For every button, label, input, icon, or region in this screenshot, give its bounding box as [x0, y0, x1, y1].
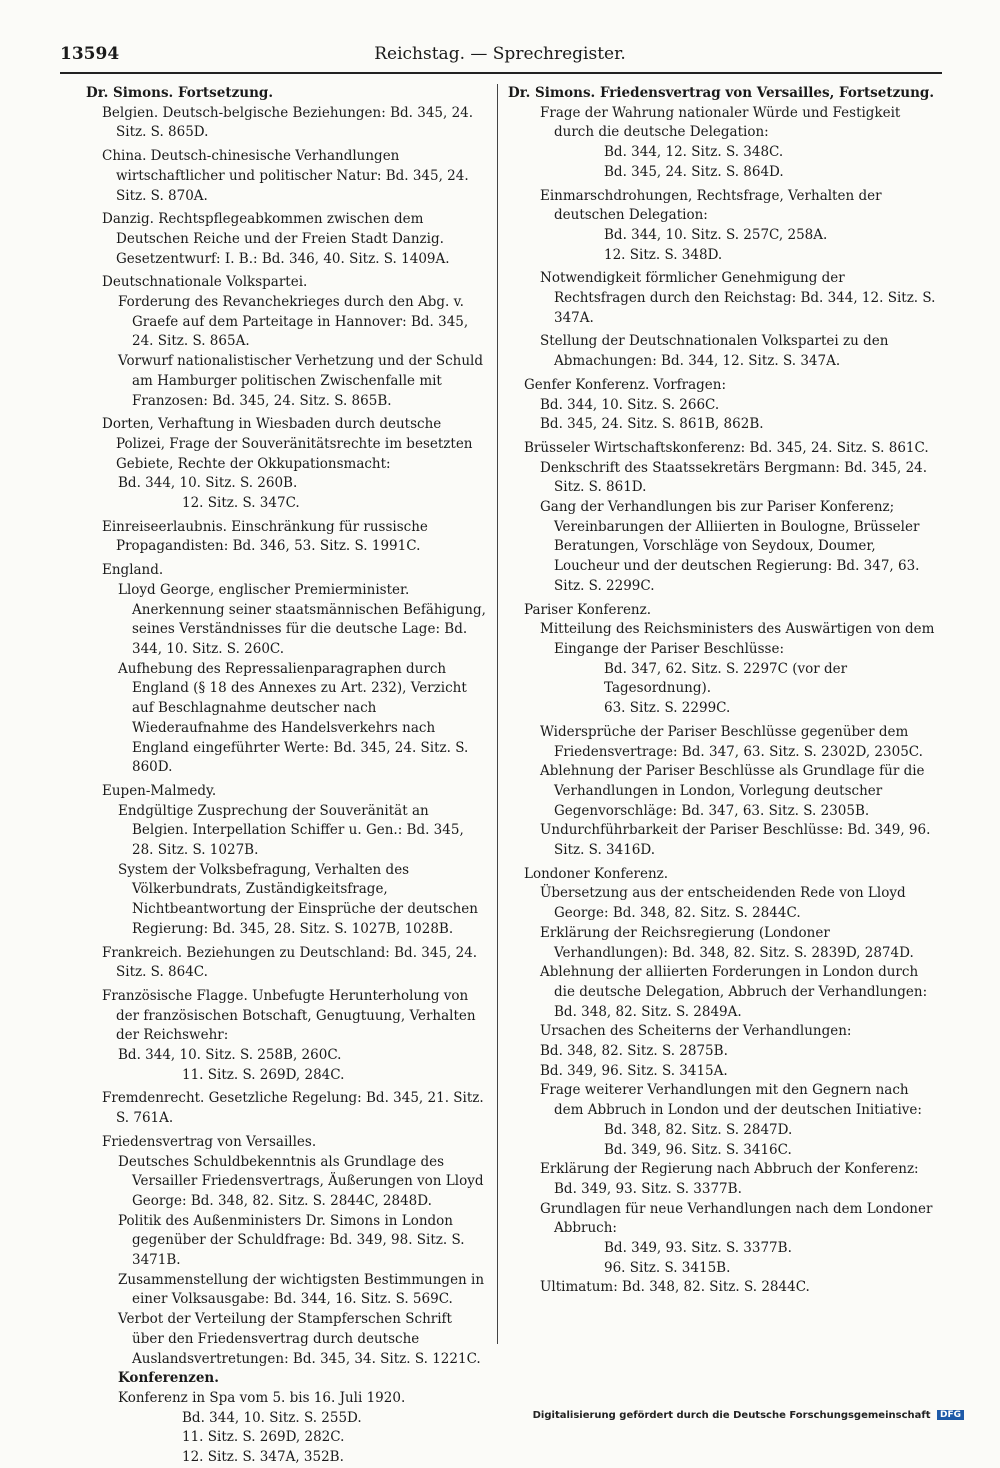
index-entry: Belgien. Deutsch-belgische Beziehungen: Bd. 345, 24. Sitz. S. 865D. — [102, 104, 474, 141]
index-entry: Bd. 348, 82. Sitz. S. 2847D. — [604, 1121, 793, 1138]
index-entry: Bd. 344, 12. Sitz. S. 348C. — [604, 144, 784, 161]
index-entry: Frankreich. Beziehungen zu Deutschland: Bd. 345, 24. Sitz. S. 864C. — [102, 944, 478, 981]
index-entry: Dorten, Verhaftung in Wiesbaden durch deutsche Polizei, Frage der Souveränitätsrechte im besetzten Gebiete, Rechte der Okkupationsmacht: — [102, 416, 473, 472]
index-entry: Frage weiterer Verhandlungen mit den Gegnern nach dem Abbruch in London und der deutschen Initiative: — [540, 1082, 922, 1119]
index-entry: Grundlagen für neue Verhandlungen nach dem Londoner Abbruch: — [540, 1200, 933, 1237]
index-entry: Bd. 345, 24. Sitz. S. 861B, 862B. — [540, 416, 764, 433]
index-entry: Verbot der Verteilung der Stampferschen Schrift über den Friedensvertrag durch deutsche Auslandsvertretungen: Bd. 345, 34. Sitz. S. 1221C. — [118, 1311, 481, 1367]
index-entry: Danzig. Rechtspflegeabkommen zwischen dem Deutschen Reiche und der Freien Stadt Danzig. Gesetzentwurf: I. B.: Bd. 346, 40. Sitz. S. 1409A. — [102, 211, 450, 267]
index-entry: Friedensvertrag von Versailles. — [102, 1133, 317, 1150]
index-entry: Bd. 344, 10. Sitz. S. 260B. — [118, 475, 298, 492]
index-entry: Konferenz in Spa vom 5. bis 16. Juli 1920. — [118, 1390, 406, 1406]
index-entry: 12. Sitz. S. 347A, 352B. — [182, 1449, 344, 1466]
right-column — [508, 84, 940, 1298]
index-entry: Bd. 349, 96. Sitz. S. 3416C. — [604, 1141, 792, 1158]
index-entry: Bd. 348, 82. Sitz. S. 2875B. — [540, 1043, 728, 1060]
index-entry: Übersetzung aus der entscheidenden Rede von Lloyd George: Bd. 348, 82. Sitz. S. 2844C. — [540, 885, 906, 922]
index-entry: Brüsseler Wirtschaftskonferenz: Bd. 345, 24. Sitz. S. 861C. — [524, 439, 929, 456]
index-entry: Ursachen des Scheiterns der Verhandlungen: — [540, 1023, 852, 1040]
index-entry: 11. Sitz. S. 269D, 284C. — [182, 1066, 345, 1083]
index-entry: Notwendigkeit förmlicher Genehmigung der Rechtsfragen durch den Reichstag: Bd. 344, 12. Sitz. S. 347A. — [540, 270, 936, 326]
running-title: Reichstag. — Sprechregister. — [374, 44, 626, 64]
index-entry: Bd. 347, 62. Sitz. S. 2297C (vor der Tagesordnung). — [604, 660, 848, 697]
index-entry: Aufhebung des Repressalienparagraphen durch England (§ 18 des Annexes zu Art. 232), Verzicht auf Beschlagnahme deutscher nach Wiederaufnahme des Handelsverkehrs nach England eingeführter Werte: Bd. 345, 24. Sitz. S. 860D. — [118, 660, 469, 776]
index-entry: 11. Sitz. S. 269D, 282C. — [182, 1429, 345, 1446]
index-entry: Denkschrift des Staatssekretärs Bergmann: Bd. 345, 24. Sitz. S. 861D. — [540, 459, 928, 496]
index-entry: Bd. 349, 96. Sitz. S. 3415A. — [540, 1062, 728, 1079]
column-divider — [497, 84, 498, 1344]
index-entry: 12. Sitz. S. 348D. — [604, 246, 723, 263]
dfg-logo: DFG — [937, 1410, 964, 1420]
index-entry: China. Deutsch-chinesische Verhandlungen wirtschaftlicher und politischer Natur: Bd. 345, 24. Sitz. S. 870A. — [102, 148, 469, 204]
index-entry: Konferenzen. — [118, 1370, 219, 1387]
index-entry: Undurchführbarkeit der Pariser Beschlüsse: Bd. 349, 96. Sitz. S. 3416D. — [540, 822, 931, 859]
index-entry: Forderung des Revanchekrieges durch den Abg. v. Graefe auf dem Parteitage in Hannover: Bd. 345, 24. Sitz. S. 865A. — [118, 294, 469, 350]
index-entry: Ablehnung der Pariser Beschlüsse als Grundlage für die Verhandlungen in London, Vorlegung deutscher Gegenvorschläge: Bd. 347, 63. Sitz. S. 2305B. — [540, 763, 925, 819]
index-entry: 12. Sitz. S. 347C. — [182, 495, 300, 512]
index-entry: Bd. 344, 10. Sitz. S. 266C. — [540, 396, 720, 413]
page-number: 13594 — [60, 44, 120, 64]
index-entry: 63. Sitz. S. 2299C. — [604, 700, 731, 717]
index-entry: 96. Sitz. S. 3415B. — [604, 1259, 731, 1276]
index-entry: Pariser Konferenz. — [524, 601, 652, 618]
index-entry: Mitteilung des Reichsministers des Auswärtigen von dem Eingange der Pariser Beschlüsse: — [540, 621, 935, 657]
index-entry: Deutsches Schuldbekenntnis als Grundlage des Versailler Friedensvertrags, Äußerungen von Lloyd George: Bd. 348, 82. Sitz. S. 2844C, 2848D. — [118, 1153, 484, 1209]
index-entry: Frage der Wahrung nationaler Würde und Festigkeit durch die deutsche Delegation: — [540, 104, 901, 141]
footer — [533, 1410, 964, 1421]
index-entry: Stellung der Deutschnationalen Volkspartei zu den Abmachungen: Bd. 344, 12. Sitz. S. 347A. — [540, 333, 889, 370]
index-entry: Widersprüche der Pariser Beschlüsse gegenüber dem Friedensvertrage: Bd. 347, 63. Sitz. S. 2302D, 2305C. — [540, 723, 923, 760]
index-entry: Vorwurf nationalistischer Verhetzung und der Schuld am Hamburger politischen Zwischenfalle mit Franzosen: Bd. 345, 24. Sitz. S. 865B. — [118, 353, 484, 409]
header-rule — [60, 72, 942, 74]
index-entry: Bd. 344, 10. Sitz. S. 255D. — [182, 1409, 362, 1426]
index-entry: Zusammenstellung der wichtigsten Bestimmungen in einer Volksausgabe: Bd. 344, 16. Sitz. S. 569C. — [118, 1271, 485, 1308]
index-entry: Bd. 345, 24. Sitz. S. 864D. — [604, 163, 784, 180]
page-header — [60, 44, 940, 74]
index-entry: Ablehnung der alliierten Forderungen in London durch die deutsche Delegation, Abbruch der Verhandlungen: Bd. 348, 82. Sitz. S. 2849A. — [540, 964, 928, 1020]
index-entry: Fremdenrecht. Gesetzliche Regelung: Bd. 345, 21. Sitz. S. 761A. — [102, 1090, 484, 1127]
index-entry: Politik des Außenministers Dr. Simons in London gegenüber der Schuldfrage: Bd. 349, 98. Sitz. S. 3471B. — [118, 1212, 465, 1269]
index-entry: Londoner Konferenz. — [524, 865, 669, 882]
index-entry: Eupen-Malmedy. — [102, 782, 217, 799]
index-entry: Bd. 344, 10. Sitz. S. 258B, 260C. — [118, 1047, 342, 1064]
index-entry: Bd. 344, 10. Sitz. S. 257C, 258A. — [604, 226, 828, 243]
footer-credit: Digitalisierung gefördert durch die Deutsche Forschungsgemeinschaft — [532, 1410, 931, 1421]
index-entry: Genfer Konferenz. Vorfragen: — [524, 376, 727, 393]
index-entry: Einreiseerlaubnis. Einschränkung für russische Propagandisten: Bd. 346, 53. Sitz. S. 1991C. — [102, 518, 428, 555]
index-entry: Dr. Simons. Fortsetzung. — [86, 85, 274, 101]
index-entry: System der Volksbefragung, Verhalten des Völkerbundrats, Zuständigkeitsfrage, Nichtbeantwortung der Einsprüche der deutschen Regierung: Bd. 345, 28. Sitz. S. 1027B, 1028B. — [118, 861, 478, 937]
index-entry: England. — [102, 562, 164, 579]
index-entry: Französische Flagge. Unbefugte Herunterholung von der französischen Botschaft, Genugtuung, Verhalten der Reichswehr: — [102, 987, 476, 1044]
index-entry: Lloyd George, englischer Premierminister. Anerkennung seiner staatsmännischen Befähigung, seines Verständnisses für die deutsche Lage: Bd. 344, 10. Sitz. S. 260C. — [118, 581, 486, 657]
index-entry: Dr. Simons. Friedensvertrag von Versailles, Fortsetzung. — [508, 85, 935, 101]
index-entry: Erklärung der Reichsregierung (Londoner Verhandlungen): Bd. 348, 82. Sitz. S. 2839D, 2874D. — [540, 924, 914, 961]
left-column — [86, 84, 486, 1468]
index-entry: Endgültige Zusprechung der Souveränität an Belgien. Interpellation Schiffer u. Gen.: Bd. 345, 28. Sitz. S. 1027B. — [118, 802, 464, 859]
index-entry: Deutschnationale Volkspartei. — [102, 274, 308, 291]
index-entry: Ultimatum: Bd. 348, 82. Sitz. S. 2844C. — [540, 1279, 810, 1296]
index-entry: Gang der Verhandlungen bis zur Pariser Konferenz; Vereinbarungen der Alliierten in Boulogne, Brüsseler Beratungen, Vorschläge von Seydoux, Doumer, Loucheur und der deutschen Regierung: Bd. 347, 63. Sitz. S. 2299C. — [540, 499, 920, 594]
index-entry: Erklärung der Regierung nach Abbruch der Konferenz: Bd. 349, 93. Sitz. S. 3377B. — [540, 1161, 919, 1197]
index-entry: Einmarschdrohungen, Rechtsfrage, Verhalten der deutschen Delegation: — [540, 187, 882, 224]
index-entry: Bd. 349, 93. Sitz. S. 3377B. — [604, 1240, 792, 1257]
